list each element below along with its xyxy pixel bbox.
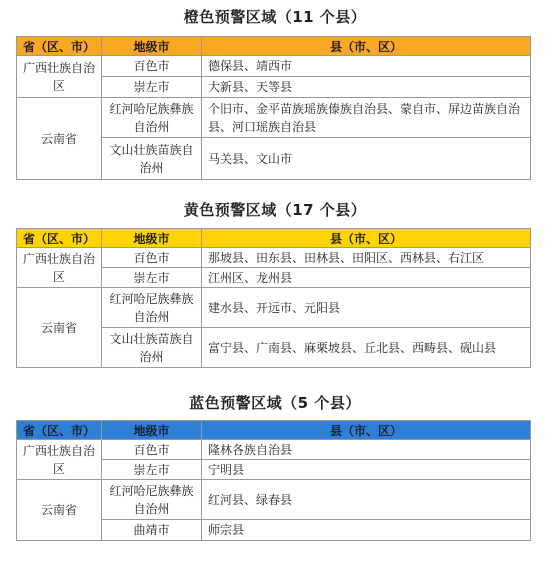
table-header-row bbox=[17, 229, 531, 248]
county-cell: 德保县、靖西市 bbox=[202, 56, 531, 77]
province-cell: 云南省 bbox=[17, 480, 102, 541]
header-province: 省（区、市） bbox=[17, 421, 102, 440]
header-county: 县（市、区） bbox=[202, 37, 531, 56]
county-cell: 富宁县、广南县、麻栗坡县、丘北县、西畴县、砚山县 bbox=[202, 328, 531, 368]
province-cell: 云南省 bbox=[17, 98, 102, 180]
city-cell: 红河哈尼族彝族自治州 bbox=[102, 98, 202, 138]
blue-warning-table bbox=[16, 420, 531, 541]
table-row bbox=[17, 480, 531, 520]
province-cell: 云南省 bbox=[17, 288, 102, 368]
city-cell: 曲靖市 bbox=[102, 520, 202, 541]
city-cell: 百色市 bbox=[102, 56, 202, 77]
section-title: 蓝色预警区域（5 个县） bbox=[189, 394, 361, 412]
county-cell: 马关县、文山市 bbox=[202, 138, 531, 180]
county-cell: 那坡县、田东县、田林县、田阳区、西林县、右江区 bbox=[202, 248, 531, 268]
table-row bbox=[17, 248, 531, 268]
table-row bbox=[17, 288, 531, 328]
header-county: 县（市、区） bbox=[202, 229, 531, 248]
yellow-warning-table bbox=[16, 228, 531, 368]
table-row bbox=[17, 56, 531, 77]
header-city: 地级市 bbox=[102, 421, 202, 440]
city-cell: 崇左市 bbox=[102, 77, 202, 98]
city-cell: 崇左市 bbox=[102, 268, 202, 288]
section-title: 黄色预警区域（17 个县） bbox=[183, 201, 367, 219]
county-cell: 个旧市、金平苗族瑶族傣族自治县、蒙自市、屏边苗族自治县、河口瑶族自治县 bbox=[202, 98, 531, 138]
table-header-row bbox=[17, 37, 531, 56]
city-cell: 红河哈尼族彝族自治州 bbox=[102, 288, 202, 328]
county-cell: 隆林各族自治县 bbox=[202, 440, 531, 460]
city-cell: 红河哈尼族彝族自治州 bbox=[102, 480, 202, 520]
header-county: 县（市、区） bbox=[202, 421, 531, 440]
table-row bbox=[17, 440, 531, 460]
city-cell: 崇左市 bbox=[102, 460, 202, 480]
province-cell: 广西壮族自治区 bbox=[17, 248, 102, 288]
header-city: 地级市 bbox=[102, 37, 202, 56]
table-header-row bbox=[17, 421, 531, 440]
county-cell: 宁明县 bbox=[202, 460, 531, 480]
city-cell: 百色市 bbox=[102, 248, 202, 268]
table-row bbox=[17, 98, 531, 138]
header-province: 省（区、市） bbox=[17, 229, 102, 248]
county-cell: 江州区、龙州县 bbox=[202, 268, 531, 288]
county-cell: 红河县、绿春县 bbox=[202, 480, 531, 520]
header-city: 地级市 bbox=[102, 229, 202, 248]
city-cell: 文山壮族苗族自治州 bbox=[102, 328, 202, 368]
orange-warning-table bbox=[16, 36, 531, 180]
county-cell: 建水县、开远市、元阳县 bbox=[202, 288, 531, 328]
city-cell: 百色市 bbox=[102, 440, 202, 460]
province-cell: 广西壮族自治区 bbox=[17, 440, 102, 480]
county-cell: 师宗县 bbox=[202, 520, 531, 541]
county-cell: 大新县、天等县 bbox=[202, 77, 531, 98]
city-cell: 文山壮族苗族自治州 bbox=[102, 138, 202, 180]
section-title: 橙色预警区域（11 个县） bbox=[183, 8, 367, 26]
province-cell: 广西壮族自治区 bbox=[17, 56, 102, 98]
header-province: 省（区、市） bbox=[17, 37, 102, 56]
yellow-warning-section bbox=[0, 199, 550, 221]
orange-warning-section bbox=[0, 6, 550, 28]
blue-warning-section bbox=[0, 392, 550, 414]
